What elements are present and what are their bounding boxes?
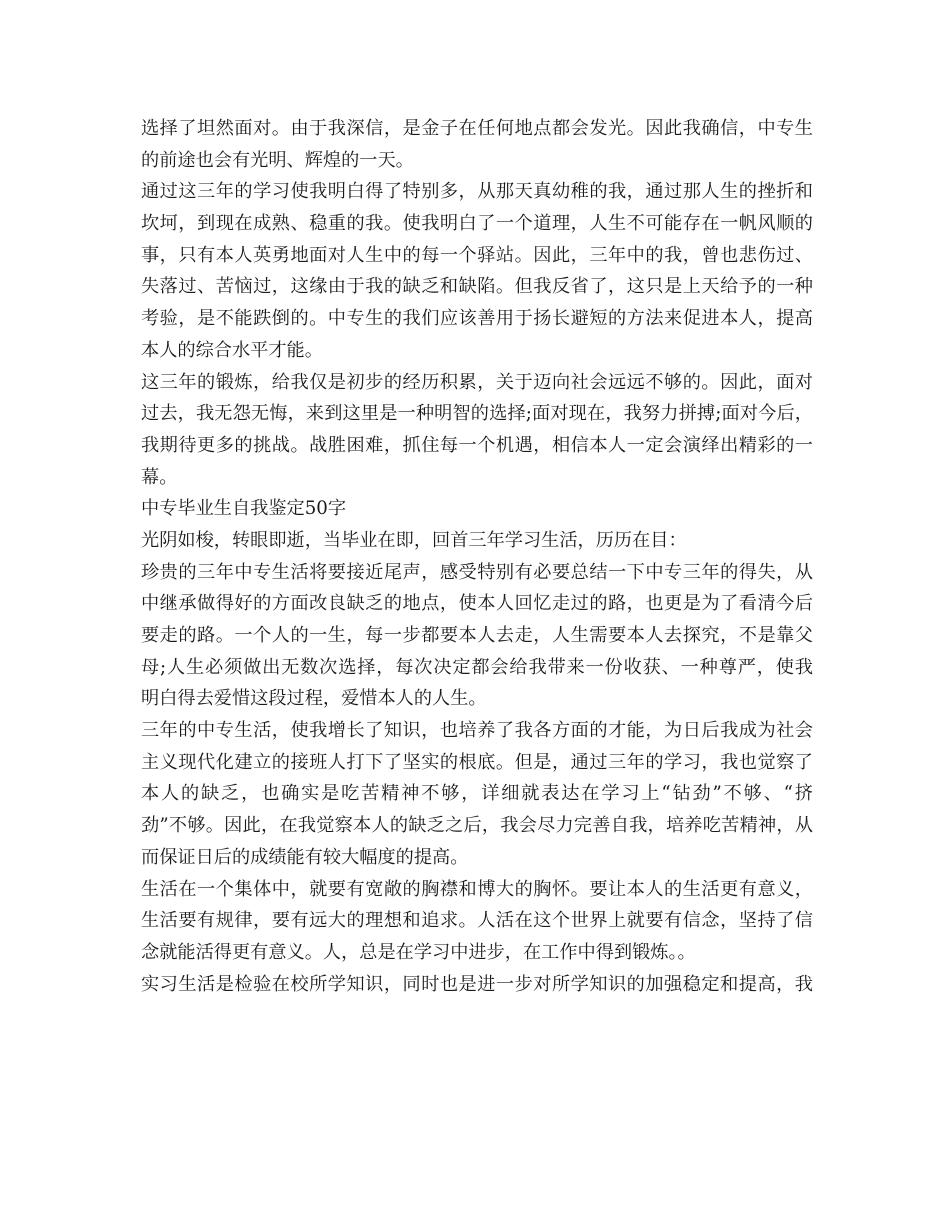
paragraph-5	[141, 557, 813, 715]
text-line: 念就能活得更有意义。人，总是在学习中进步，在工作中得到锻炼。。	[141, 941, 696, 963]
section-title: 中专毕业生自我鉴定50字	[141, 498, 347, 520]
text-line: 选择了坦然面对。由于我深信，是金子在任何地点都会发光。因此我确信，中专生	[141, 118, 813, 139]
text-line: 坎坷，到现在成熟、稳重的我。使我明白了一个道理，人生不可能存在一帆风顺的	[141, 213, 813, 235]
text-line: 要走的路。一个人的一生，每一步都要本人去走，人生需要本人去探究，不是靠父	[141, 625, 813, 646]
text-line: 三年的中专生活，使我增长了知识，也培养了我各方面的才能，为日后我成为社会	[141, 720, 813, 742]
text-line: 母;人生必须做出无数次选择，每次决定都会给我带来一份收获、一种尊严，使我	[141, 656, 813, 678]
section-heading	[141, 493, 813, 525]
paragraph-4	[141, 525, 813, 557]
paragraph-7	[141, 874, 813, 969]
text-line: 考验，是不能跌倒的。中专生的我们应该善用于扬长避短的方法来促进本人，提高	[141, 308, 813, 330]
text-line: 明白得去爱惜这段过程，爱惜本人的人生。	[141, 688, 487, 710]
text-line: 过去，我无怨无悔，来到这里是一种明智的选择;面对现在，我努力拼搏;面对今后，	[141, 403, 813, 425]
paragraph-2	[141, 176, 813, 366]
text-line: 光阴如梭，转眼即逝，当毕业在即，回首三年学习生活，历历在目：	[141, 529, 687, 551]
text-line: 生活在一个集体中，就要有宽敞的胸襟和博大的胸怀。要让本人的生活更有意义，	[141, 878, 813, 900]
text-line: 通过这三年的学习使我明白得了特别多，从那天真幼稚的我，通过那人生的挫折和	[141, 181, 813, 203]
text-line: 幕。	[141, 466, 178, 488]
paragraph-6	[141, 715, 813, 873]
paragraph-1	[141, 113, 813, 176]
text-line: 实习生活是检验在校所学知识，同时也是进一步对所学知识的加强稳定和提高，我	[141, 973, 813, 995]
document-body	[141, 113, 813, 1000]
paragraph-8	[141, 969, 813, 1001]
text-line: 的前途也会有光明、辉煌的一天。	[141, 149, 414, 171]
text-line: 主义现代化建立的接班人打下了坚实的根底。但是，通过三年的学习，我也觉察了	[141, 751, 813, 773]
text-line: 本人的缺乏，也确实是吃苦精神不够，详细就表达在学习上“钻劲”不够、“挤	[141, 783, 813, 805]
text-line: 事，只有本人英勇地面对人生中的每一个驿站。因此，三年中的我，曾也悲伤过、	[141, 244, 813, 266]
paragraph-3	[141, 367, 813, 494]
text-line: 中继承做得好的方面改良缺乏的地点，使本人回忆走过的路，也更是为了看清今后	[141, 593, 813, 615]
text-line: 而保证日后的成绩能有较大幅度的提高。	[141, 846, 469, 868]
text-line: 失落过、苦恼过，这缘由于我的缺乏和缺陷。但我反省了，这只是上天给予的一种	[141, 276, 813, 298]
text-line: 生活要有规律，要有远大的理想和追求。人活在这个世界上就要有信念，坚持了信	[141, 910, 813, 932]
text-line: 劲”不够。因此，在我觉察本人的缺乏之后，我会尽力完善自我，培养吃苦精神，从	[141, 815, 813, 837]
text-line: 珍贵的三年中专生活将要接近尾声，感受特别有必要总结一下中专三年的得失，从	[141, 561, 813, 583]
text-line: 我期待更多的挑战。战胜困难，抓住每一个机遇，相信本人一定会演绎出精彩的一	[141, 434, 813, 456]
text-line: 本人的综合水平才能。	[141, 339, 323, 361]
text-line: 这三年的锻炼，给我仅是初步的经历积累，关于迈向社会远远不够的。因此，面对	[141, 371, 813, 393]
